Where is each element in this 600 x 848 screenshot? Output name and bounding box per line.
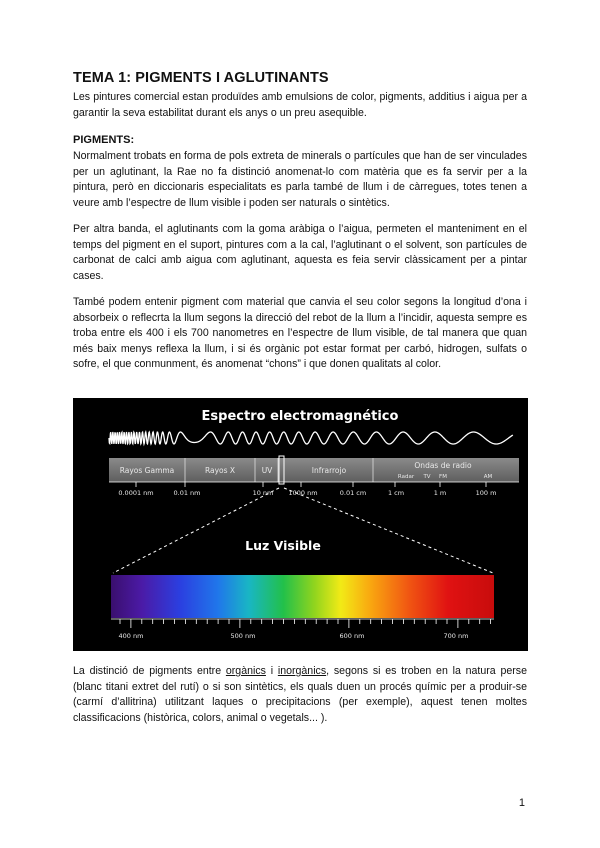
- pigments-paragraph-4: [73, 664, 527, 726]
- pigments-heading: PIGMENTS:: [73, 134, 135, 146]
- visible-tick-label: 500 nm: [230, 632, 256, 640]
- band-xray: Rayos X: [204, 466, 236, 475]
- visible-tick-label: 400 nm: [118, 632, 144, 640]
- scale-label: 100 m: [475, 489, 497, 497]
- pigments-paragraph-2: Per altra banda, el aglutinants com la goma aràbiga o l’aigua, permeten el manteniment en el temps del pigment en el suport, pintures com a la cal, l’aglutinant o el solvent, son partícules de carbonat de calci amb aigua com aglutinant, aquesta es feia servir clàssicament per a pintar cases.: [73, 223, 527, 282]
- radio-tv: TV: [423, 474, 431, 480]
- p4-text-c: , segons si es troben en la natura perse (blanc titani extret del rutí) o si son sintètics, els quals duen un procés químic per a produir-se (carmí d’allitrina) utilitzant laques o precipitacions (per exemple), aquest tenen moltes classificacions (històrica, colors, animal o vegetals... ).: [73, 665, 527, 724]
- scale-label: 1000 nm: [288, 489, 318, 497]
- p4-text-b: i: [265, 665, 278, 677]
- p4-text-a: La distinció de pigments entre: [73, 665, 226, 677]
- radio-radar: Radar: [397, 474, 415, 480]
- scale-label: 0.0001 nm: [118, 489, 154, 497]
- intro-paragraph: Les pintures comercial estan produïdes amb emulsions de color, pigments, additius i aigua per a garantir la seva estabilitat durant els anys o un preu asequible.: [73, 91, 527, 119]
- visible-tick-label: 600 nm: [339, 632, 365, 640]
- visible-spectrum-bar: [111, 575, 494, 618]
- scale-label: 1 cm: [387, 489, 405, 497]
- band-gamma: Rayos Gamma: [119, 466, 175, 475]
- pigments-paragraph-1: Normalment trobats en forma de pols extreta de minerals o partícules que han de ser vinculades per un aglutinant, la Rae no fa distinció anomenat-lo com matèria que es fa servir per a la pintura, però en diccionaris especialitats es parla també de llum i de càrregues, totes tenen a veure amb l’espectre de llum visible i poden ser naturals o sintètics.: [73, 150, 527, 209]
- page-number: 1: [518, 797, 525, 809]
- visible-tick-label: 700 nm: [443, 632, 469, 640]
- scale-label: 0.01 cm: [339, 489, 367, 497]
- electromagnetic-spectrum-figure: [73, 398, 528, 651]
- visible-light-title: Luz Visible: [245, 538, 321, 553]
- term-inorganics: inorgànics: [277, 665, 327, 677]
- scale-label: 0.01 nm: [173, 489, 201, 497]
- spectrum-title: Espectro electromagnético: [201, 409, 399, 424]
- radio-am: AM: [483, 474, 493, 480]
- band-uv: UV: [261, 466, 273, 475]
- page-title: TEMA 1: PIGMENTS I AGLUTINANTS: [73, 70, 329, 86]
- band-infrared: Infrarrojo: [311, 466, 347, 475]
- scale-label: 10 nm: [252, 489, 274, 497]
- scale-label: 1 m: [433, 489, 447, 497]
- radio-fm: FM: [439, 474, 447, 480]
- pigments-paragraph-3: També podem entenir pigment com material que canvia el seu color segons la longitud d’ona i absorbeix o reflecrta la llum segons la direcció del rebot de la llum a l’incidir, aquesta sempre es troba entre els 400 i els 700 nanometres en l’espectre de llum visible, de tal manera que quan més baix menys reflexa la llum, i si és orgànic pot estar format per carbó, hidrogen, sulfats o sofre, el que conmunment, és anomenat “chons” i que donen qualitats al color.: [73, 296, 527, 371]
- band-radio: Ondas de radio: [414, 461, 472, 470]
- term-organics: orgànics: [225, 665, 266, 677]
